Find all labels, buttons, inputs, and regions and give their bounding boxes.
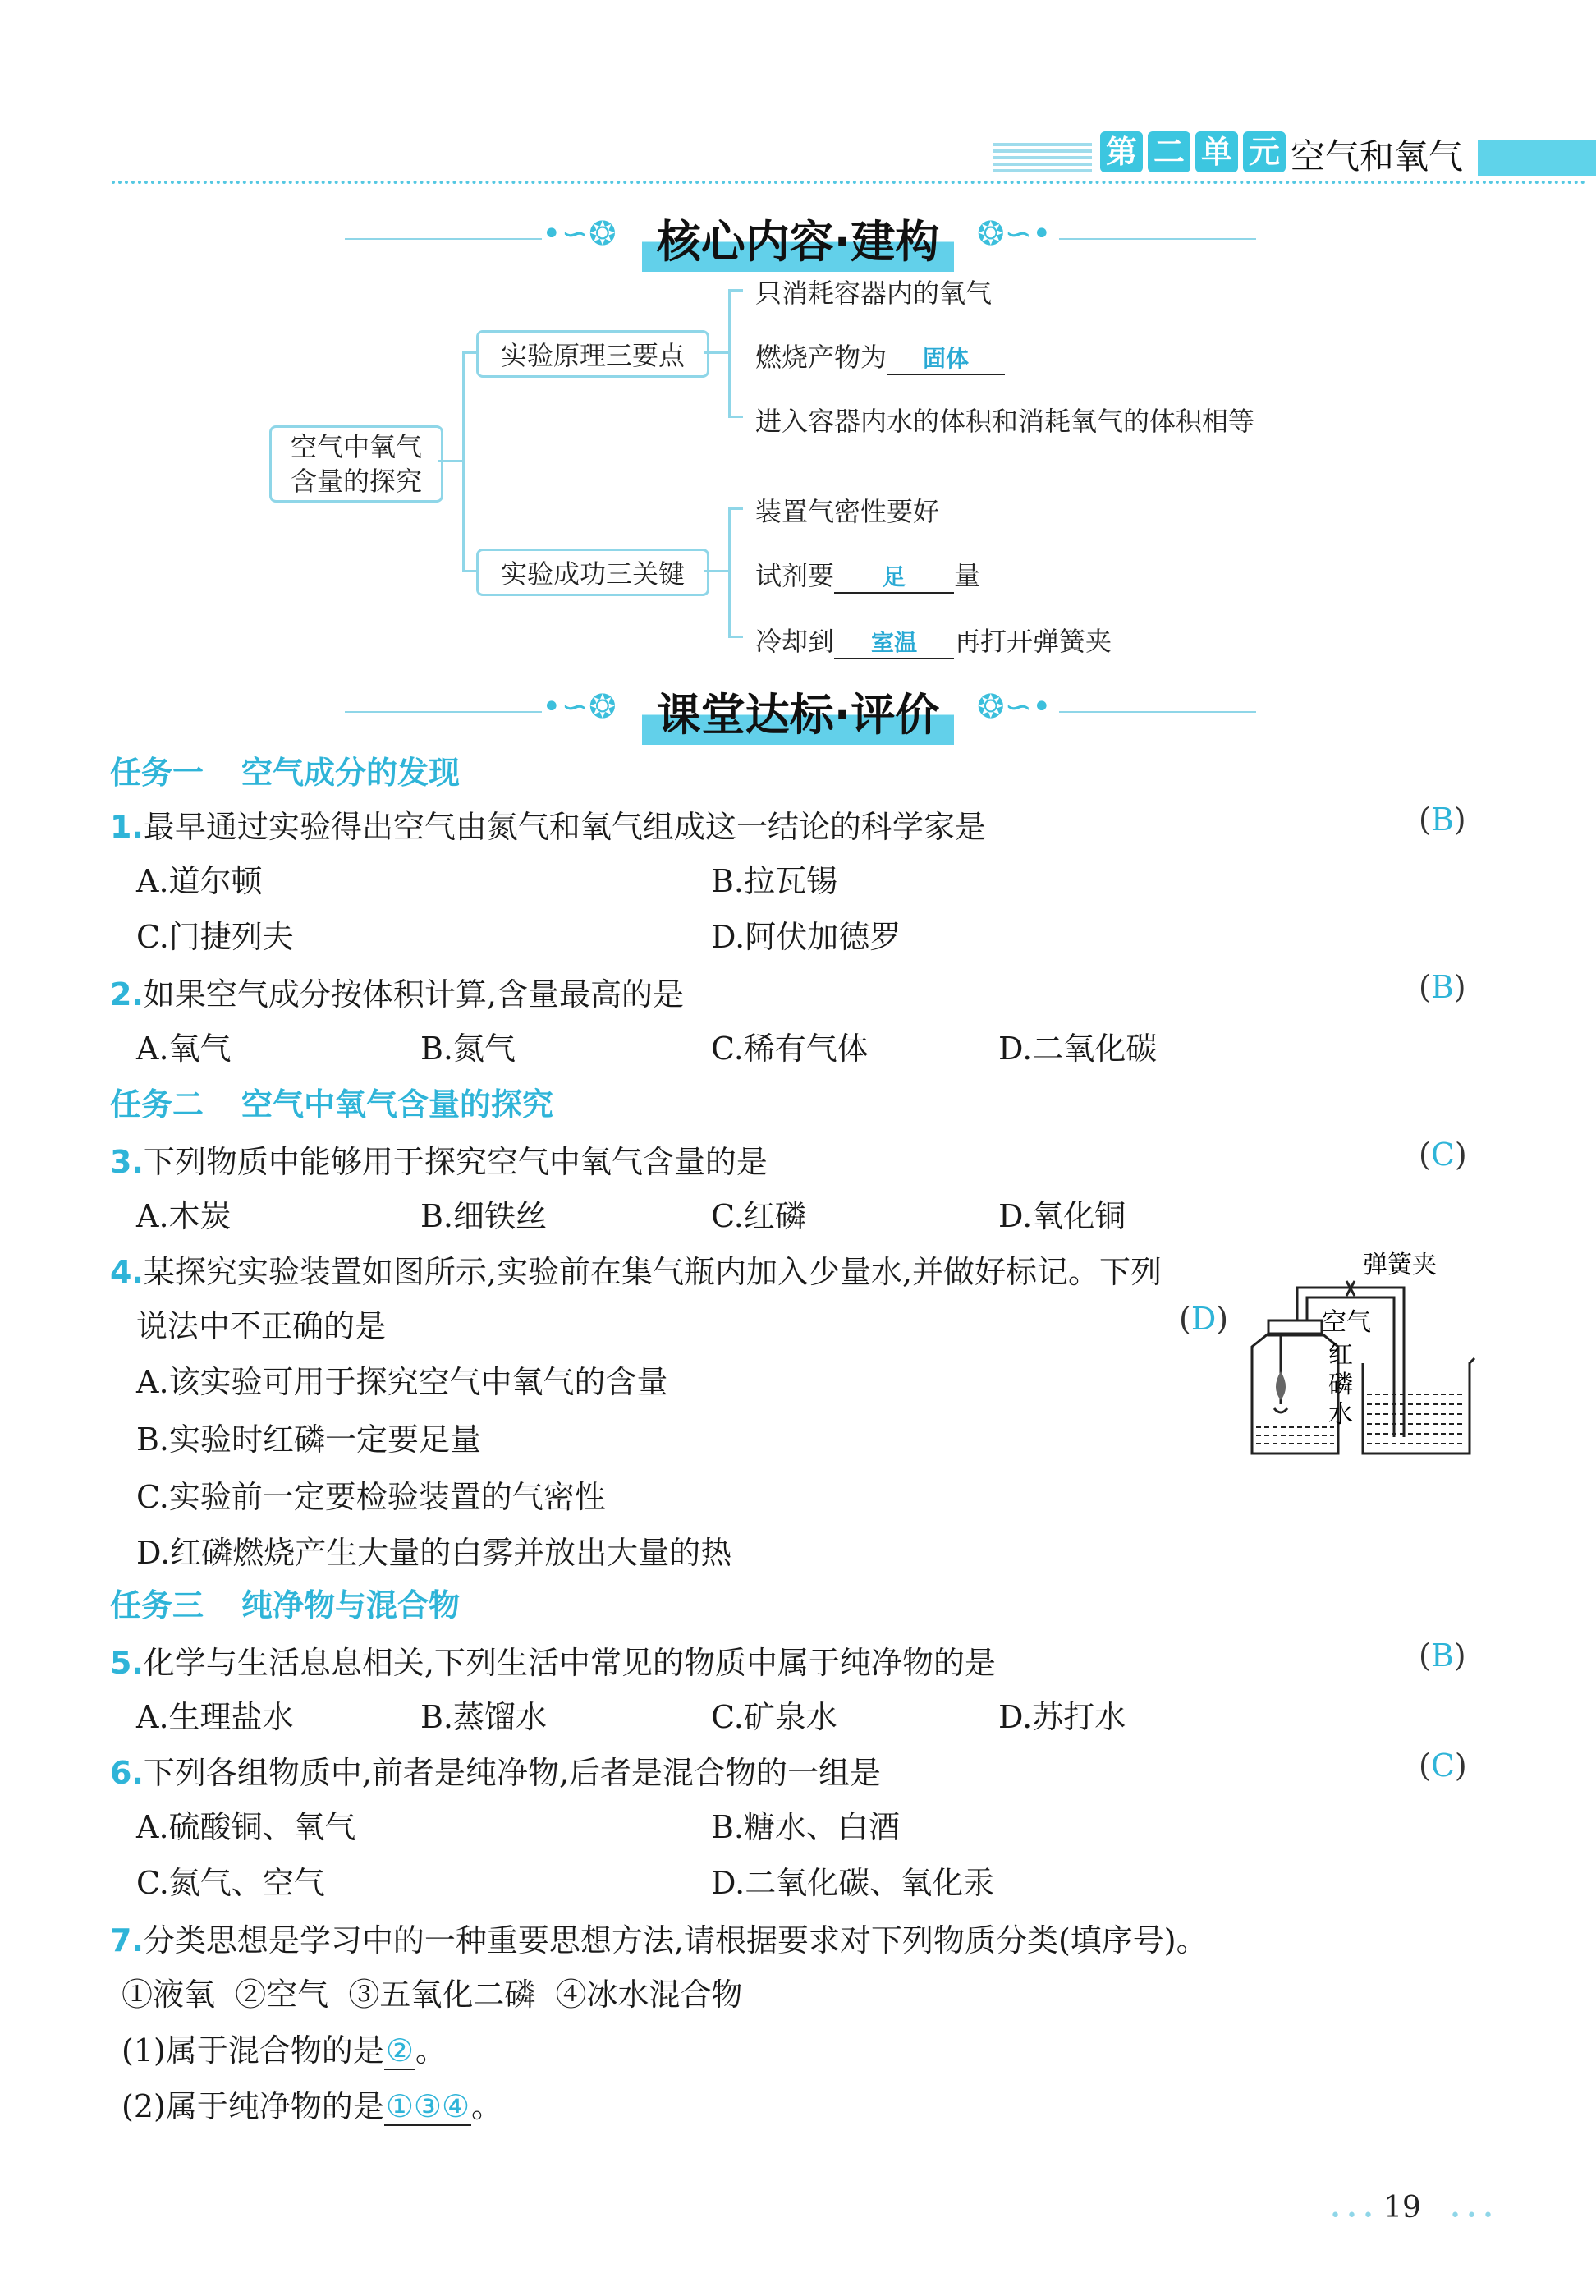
label-air: 空气 <box>1322 1308 1371 1337</box>
answer-value: B <box>1430 801 1454 838</box>
header-band <box>1478 140 1596 176</box>
header-divider <box>112 181 1586 184</box>
key-item-3-suffix: 再打开弹簧夹 <box>954 626 1112 657</box>
page-number: 19 <box>1383 2191 1421 2225</box>
mindmap-branch-principle: 实验原理三要点 <box>476 330 709 378</box>
unit-title: 空气和氧气 <box>1291 136 1464 177</box>
answer-3: (C) <box>1419 1137 1467 1173</box>
flame-icon <box>1276 1371 1286 1400</box>
option: D.氧化铜 <box>998 1198 1126 1234</box>
task-label: 任务三 <box>110 1587 204 1623</box>
answer-1: (B) <box>1419 801 1466 838</box>
task-title: 空气成分的发现 <box>241 755 461 791</box>
question-7-sub1 <box>122 2025 447 2070</box>
page-deco-right-icon: • • • <box>1450 2206 1493 2226</box>
question-text: 化学与生活息息相关,下列生活中常见的物质中属于纯净物的是 <box>143 1645 996 1681</box>
question-text: 某探究实验装置如图所示,实验前在集气瓶内加入少量水,并做好标记。下列 <box>143 1254 1163 1290</box>
ornament-left-icon: •∽❂ <box>542 215 617 253</box>
option: D.苏打水 <box>998 1699 1126 1735</box>
connector <box>462 570 477 572</box>
section2-banner <box>0 678 1596 745</box>
option: A.该实验可用于探究空气中氧气的含量 <box>136 1364 668 1400</box>
connector <box>728 416 743 418</box>
mindmap-root <box>269 425 443 503</box>
option: A.硫酸铜、氧气 <box>136 1809 356 1845</box>
connector <box>728 289 731 417</box>
option: C.稀有气体 <box>711 1031 869 1067</box>
option: D.二氧化碳 <box>998 1031 1158 1067</box>
apparatus-figure <box>1231 1248 1478 1470</box>
answer-2: (B) <box>1419 969 1466 1005</box>
connector <box>462 351 477 354</box>
question-4-text-line2: 说法中不正确的是 <box>136 1308 387 1344</box>
sub2-suffix: 。 <box>471 2088 503 2124</box>
label-red: 红 <box>1328 1341 1353 1370</box>
option: C.门捷列夫 <box>136 919 294 955</box>
connector <box>704 351 729 354</box>
answer-value: B <box>1430 1637 1454 1674</box>
unit-char-2: 二 <box>1148 131 1190 172</box>
task-title: 空气中氧气含量的探究 <box>241 1086 554 1123</box>
sub1-suffix: 。 <box>415 2032 447 2069</box>
unit-char-3: 单 <box>1195 131 1238 172</box>
principle-item-1: 只消耗容器内的氧气 <box>755 278 993 309</box>
unit-char-1: 第 <box>1100 131 1143 172</box>
answer-value: C <box>1430 1747 1455 1784</box>
principle-item-3: 进入容器内水的体积和消耗氧气的体积相等 <box>755 406 1255 437</box>
question-4 <box>110 1247 1162 1292</box>
option: C.矿泉水 <box>711 1699 837 1735</box>
answer-value: D <box>1190 1301 1217 1337</box>
question-5 <box>110 1637 996 1683</box>
answer-4: (D) <box>1179 1301 1229 1337</box>
connector <box>728 636 743 638</box>
task-title: 纯净物与混合物 <box>241 1587 461 1623</box>
key-item-2-prefix: 试剂要 <box>755 560 835 591</box>
question-text: 最早通过实验得出空气由氮气和氧气组成这一结论的科学家是 <box>143 809 986 845</box>
option: C.实验前一定要检验装置的气密性 <box>136 1479 606 1515</box>
key-item-3-prefix: 冷却到 <box>755 626 835 657</box>
option: C.氮气、空气 <box>136 1865 325 1901</box>
sub1-prefix: (1)属于混合物的是 <box>122 2032 384 2069</box>
question-7 <box>110 1915 1208 1960</box>
principle-item-2-prefix: 燃烧产物为 <box>755 342 887 373</box>
option: D.二氧化碳、氧化汞 <box>711 1865 995 1901</box>
answer-value: C <box>1430 1137 1455 1173</box>
question-2 <box>110 969 684 1014</box>
mindmap-root-line2: 含量的探究 <box>290 466 422 497</box>
header-stripes <box>993 140 1092 172</box>
connector <box>462 351 465 572</box>
option: C.红磷 <box>711 1198 806 1234</box>
key-item-2-suffix: 量 <box>954 560 981 591</box>
option: B.糖水、白酒 <box>711 1809 901 1845</box>
mindmap-branch-keys: 实验成功三关键 <box>476 549 709 596</box>
question-number: 6. <box>110 1755 144 1791</box>
option: D.红磷燃烧产生大量的白雾并放出大量的热 <box>136 1535 732 1571</box>
question-7-sub2 <box>122 2081 502 2126</box>
question-number: 7. <box>110 1922 144 1958</box>
question-number: 1. <box>110 809 144 845</box>
option: B.氮气 <box>420 1031 516 1067</box>
question-text: 下列各组物质中,前者是纯净物,后者是混合物的一组是 <box>143 1755 882 1791</box>
connector <box>704 570 729 572</box>
ornament-right-icon: ❂∽• <box>977 215 1052 253</box>
option: A.木炭 <box>136 1198 232 1234</box>
ornament-left-icon: •∽❂ <box>542 688 617 726</box>
page-deco-left-icon: • • • <box>1330 2206 1374 2226</box>
connector <box>728 507 743 510</box>
answer-blank: 室温 <box>834 625 954 659</box>
question-3 <box>110 1137 768 1182</box>
option: A.生理盐水 <box>136 1699 294 1735</box>
question-text: 如果空气成分按体积计算,含量最高的是 <box>143 976 684 1013</box>
answer-blank: ①③④ <box>385 2088 470 2124</box>
section2-title: 课堂达标·评价 <box>642 678 955 745</box>
section1-banner <box>0 205 1596 272</box>
option: D.阿伏加德罗 <box>711 919 901 955</box>
connector <box>728 507 731 637</box>
question-text: 下列物质中能够用于探究空气中氧气含量的是 <box>143 1144 768 1180</box>
question-number: 2. <box>110 976 144 1013</box>
answer-6: (C) <box>1419 1747 1467 1784</box>
task-heading-2 <box>110 1079 553 1124</box>
question-number: 5. <box>110 1645 144 1681</box>
option: B.拉瓦锡 <box>711 863 838 899</box>
label-clip: 弹簧夹 <box>1363 1251 1437 1279</box>
answer-value: B <box>1430 969 1454 1005</box>
unit-char-4: 元 <box>1243 131 1286 172</box>
ornament-right-icon: ❂∽• <box>977 688 1052 726</box>
label-water: 水 <box>1328 1400 1353 1429</box>
answer-blank: 固体 <box>887 341 1005 375</box>
option: B.实验时红磷一定要足量 <box>136 1421 482 1458</box>
option: B.蒸馏水 <box>420 1699 548 1735</box>
mindmap-root-line1: 空气中氧气 <box>290 431 422 462</box>
key-item-1: 装置气密性要好 <box>755 496 940 527</box>
question-number: 4. <box>110 1254 144 1290</box>
question-text: 分类思想是学习中的一种重要思想方法,请根据要求对下列物质分类(填序号)。 <box>143 1922 1208 1958</box>
question-7-items: ①液氧 ②空气 ③五氧化二磷 ④冰水混合物 <box>122 1977 743 2013</box>
key-item-2 <box>755 555 980 594</box>
option: A.氧气 <box>136 1031 232 1067</box>
connector <box>728 289 743 292</box>
principle-item-2 <box>755 337 1005 375</box>
answer-blank: 足 <box>834 559 954 594</box>
option: B.细铁丝 <box>420 1198 548 1234</box>
connector <box>438 460 463 462</box>
option: A.道尔顿 <box>136 863 263 899</box>
key-item-3 <box>755 621 1112 659</box>
task-heading-3 <box>110 1580 460 1625</box>
label-phosphorus: 磷 <box>1328 1371 1353 1399</box>
sub2-prefix: (2)属于纯净物的是 <box>122 2088 384 2124</box>
task-label: 任务一 <box>110 755 204 791</box>
section1-title: 核心内容·建构 <box>642 205 955 272</box>
question-number: 3. <box>110 1144 144 1180</box>
answer-blank: ② <box>385 2032 414 2069</box>
question-1 <box>110 801 986 847</box>
task-heading-1 <box>110 747 460 792</box>
answer-5: (B) <box>1419 1637 1466 1674</box>
question-6 <box>110 1747 881 1793</box>
task-label: 任务二 <box>110 1086 204 1123</box>
